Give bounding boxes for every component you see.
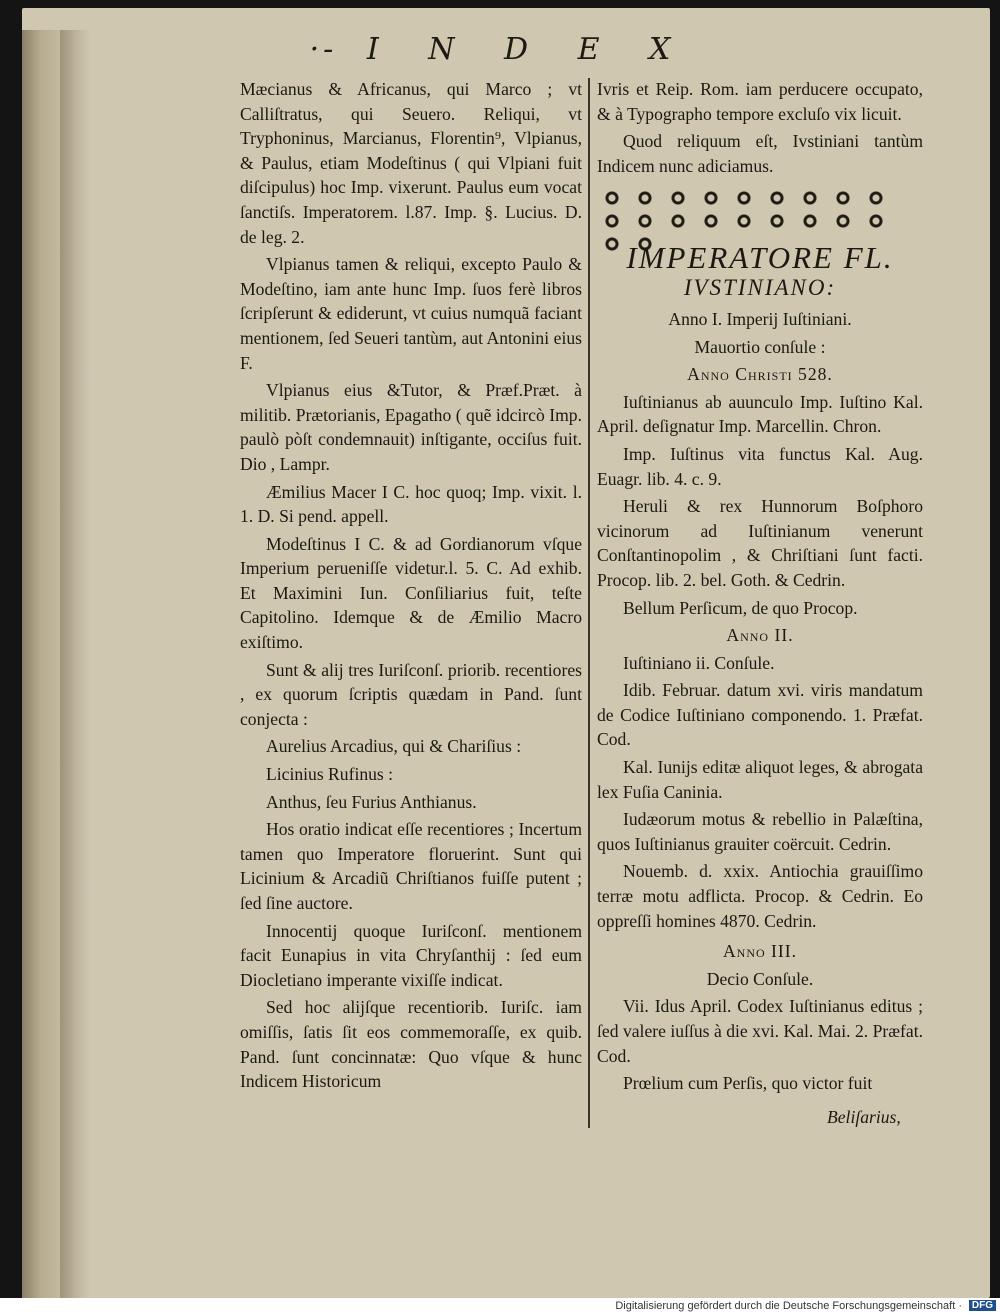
running-head-mark: ·-: [309, 32, 338, 67]
ornament-tile: [795, 188, 825, 208]
chronicle-entry: Iuſtinianus ab auunculo Imp. Iuſtino Kal. April. deſignatur Imp. Marcellin. Chron.: [597, 391, 923, 437]
ornament-tile: [828, 188, 858, 208]
ornament-tile: [762, 188, 792, 208]
chronicle-entry: Heruli & rex Hunnorum Boſphoro vicinorum ad Iuſtinianum venerunt Conſtantinopolim , & Chriſtiani ſunt facti. Procop. lib. 2. bel. Goth. & Cedrin.: [597, 496, 923, 590]
column-rule: [588, 78, 590, 1128]
left-paragraph-4: Æmilius Macer I C. hoc quoq; Imp. vixit. l. 1. D. Si pend. appell.: [240, 481, 582, 527]
jurist-list-item: Aurelius Arcadius, qui & Chariſius :: [266, 736, 522, 757]
ornament-tile: [828, 211, 858, 231]
anno-christi: Anno Christi 528.: [687, 364, 833, 385]
dfg-logo: DFG: [969, 1300, 996, 1311]
ornament-tile: [597, 211, 627, 231]
chronicle-entry: Iudæorum motus & rebellio in Palæſtina, quos Iuſtinianus grauiter coërcuit. Cedrin.: [597, 809, 923, 854]
ornament-tile: [861, 211, 891, 231]
jurist-list-item: Licinius Rufinus :: [266, 764, 394, 785]
running-head: [0, 32, 1000, 67]
left-paragraph-6: Sunt & alij tres Iuriſconſ. priorib. recentiores , ex quorum ſcriptis quædam in Pand. ſunt conjecta :: [240, 659, 582, 729]
right-intro-1: Ivris et Reip. Rom. iam perducere occupato, & à Typographo tempore excluſo vix licuit.: [597, 79, 923, 124]
left-paragraph-2: Vlpianus tamen & reliqui, excepto Paulo & Modeſtino, iam ante hunc Imp. ſuos ferè libros ſcripſerunt & ediderunt, vt cuius numquã faciant mentionem, ſed Seueri tantùm, aut Antonini eius F.: [240, 254, 582, 373]
right-column: [597, 77, 923, 1099]
chronicle-entry: Kal. Iunijs editæ aliquot leges, & abrogata lex Fuſia Caninia.: [597, 757, 923, 802]
ornament-tile: [663, 211, 693, 231]
chronicle-entry: Bellum Perſicum, de quo Procop.: [623, 597, 858, 618]
catchword: Beliſarius,: [827, 1107, 901, 1127]
left-paragraph-1: Mæcianus & Africanus, qui Marco ; vt Calliſtratus, qui Seuero. Reliqui, vt Tryphoninus, Marcianus, Florentin⁹, Vlpianus, & Paulus, etiam Modeſtinus ( qui Vlpiani fuit diſcipulus) hoc Imp. vixerunt. Paulus eum vocat ſanctiſs. Imperatorem. l.87. Imp. §. Lucius. D. de leg. 2.: [240, 79, 582, 247]
consul-line: Mauortio conſule :: [694, 336, 826, 357]
consul-line: Iuſtiniano ii. Conſule.: [623, 652, 775, 673]
regnal-year: Anno I. Imperij Iuſtiniani.: [668, 308, 852, 329]
ornament-tile: [861, 188, 891, 208]
running-head-title: I N D E X: [366, 32, 691, 67]
ornament-tile: [729, 211, 759, 231]
ornament-band: [597, 188, 923, 234]
anno-heading: Anno II.: [726, 625, 794, 646]
section-heading: IMPERATORE FL.: [626, 240, 894, 276]
consul-line: Decio Conſule.: [706, 968, 814, 989]
funding-credit: Digitalisierung gefördert durch die Deutsche Forschungsgemeinschaft ·: [615, 1300, 962, 1312]
left-paragraph-8: Innocentij quoque Iuriſconſ. mentionem facit Eunapius in vita Chryſanthij : ſed eum Diocletiano imperante vixiſſe indicat.: [240, 920, 582, 990]
chronicle-entry: Vii. Idus April. Codex Iuſtinianus editus ; ſed valere iuſſus à die xvi. Kal. Mai. 2. Præfat. Cod.: [597, 996, 923, 1066]
gutter-shadow: [60, 30, 90, 1298]
ornament-tile: [630, 188, 660, 208]
jurist-list-item: Anthus, ſeu Furius Anthianus.: [266, 791, 477, 812]
ornament-tile: [762, 211, 792, 231]
ornament-tile: [597, 188, 627, 208]
anno-heading: Anno III.: [722, 941, 798, 962]
chronicle-entry: Nouemb. d. xxix. Antiochia grauiſſimo terræ motu adflicta. Procop. & Cedrin. Eo oppreſſi homines 4870. Cedrin.: [597, 861, 923, 931]
ornament-tile: [729, 188, 759, 208]
left-paragraph-9: Sed hoc alijſque recentiorib. Iuriſc. iam omiſſis, ſatis ſit eos commemoraſſe, ex quib. Pand. ſunt concinnatæ: Quo vſque & hunc Indicem Historicum: [240, 997, 582, 1092]
ornament-tile: [663, 188, 693, 208]
chronicle-entry: Imp. Iuſtinus vita functus Kal. Aug. Euagr. lib. 4. c. 9.: [597, 443, 923, 489]
chronicle-entry: Prœlium cum Perſis, quo victor fuit: [623, 1073, 873, 1094]
left-paragraph-5: Modeſtinus I C. & ad Gordianorum vſque Imperium perueniſſe videtur.l. 5. C. Ad exhib. Et Maximini Iun. Conſiliarius fuit, teſte Capitolino. Idemque & de Æmilio Macro exiſtimo.: [240, 533, 582, 653]
section-subheading: IVSTINIANO:: [683, 275, 837, 301]
ornament-tile: [597, 234, 627, 254]
ornament-tile: [630, 211, 660, 231]
left-paragraph-3: Vlpianus eius &Tutor, & Præf.Præt. à militib. Prætorianis, Epagatho ( quẽ idcircò Imp. paulò pòſt condemnauit) inſtigante, occiſus fuit. Dio , Lampr.: [240, 380, 582, 474]
ornament-tile: [795, 211, 825, 231]
chronicle-entry: Idib. Februar. datum xvi. viris mandatum de Codice Iuſtiniano componendo. 1. Præfat. Cod.: [597, 680, 923, 750]
ornament-tile: [696, 188, 726, 208]
left-paragraph-7: Hos oratio indicat eſſe recentiores ; Incertum tamen quo Imperatore floruerint. Sunt qui Licinium & Arcadiũ Chriſtianos fuiſſe putent ; ſed ſine auctore.: [240, 819, 582, 913]
right-intro-2: Quod reliquum eſt, Ivstiniani tantùm Indicem nunc adiciamus.: [597, 131, 923, 176]
ornament-tile: [696, 211, 726, 231]
left-column: [240, 77, 582, 1097]
